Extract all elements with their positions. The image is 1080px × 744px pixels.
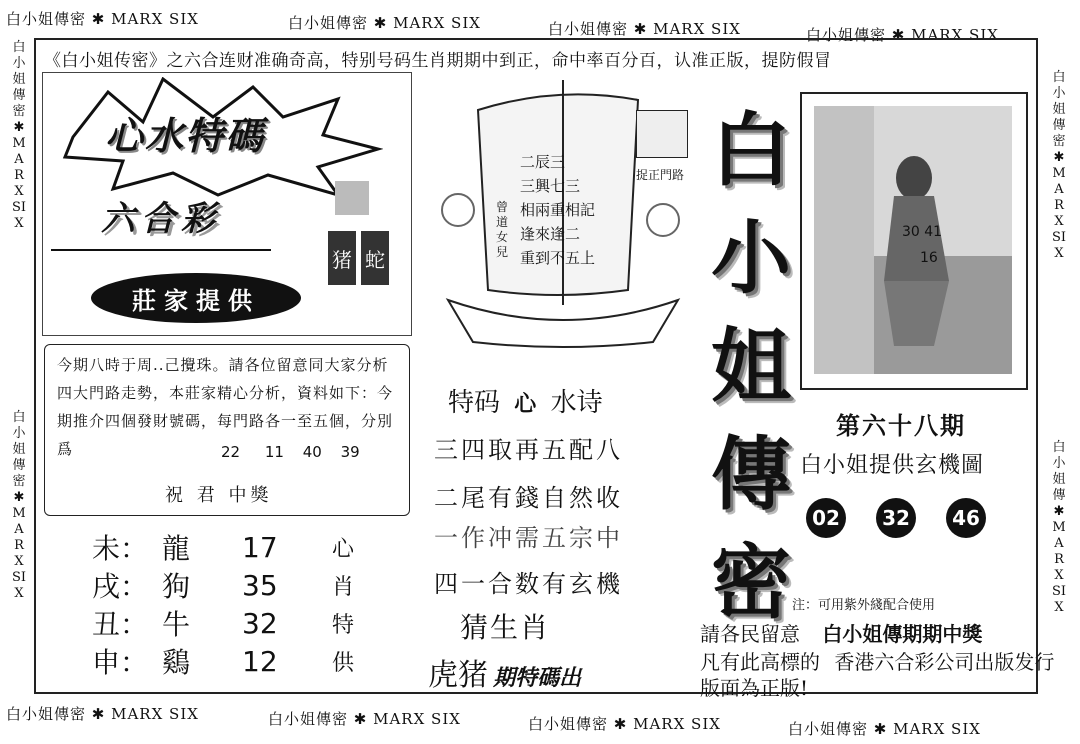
notes-line-3: 版面為正版! (700, 676, 809, 700)
ship-text (520, 150, 595, 270)
title-char: 白 (711, 103, 791, 197)
right-banner-top: 白小姐傳密✱MARXSIX (1051, 70, 1067, 261)
zodiac-tag: 心 (332, 536, 355, 562)
notes-line-2 (700, 646, 1054, 675)
table-row (92, 604, 382, 642)
notes-line-2b: 香港六合彩公司出版发行 (834, 650, 1055, 674)
intro-numbers (221, 443, 360, 461)
poem-line: 二尾有錢自然收 (434, 484, 623, 512)
provider-badge: 莊家提供 (91, 273, 301, 323)
zodiac-number: 32 (242, 606, 278, 640)
answer-small: 期特碼出 (493, 665, 582, 691)
poem-line: 四一合数有玄機 (434, 570, 623, 598)
title-char: 傳 (711, 427, 791, 521)
intro-box (44, 344, 410, 516)
logo-block (42, 72, 412, 336)
ship-tag: 捉正門路 (636, 168, 685, 182)
photo-image (814, 106, 1012, 374)
bottom-banner-4: 白小姐傳密 ✱ MARX SIX (788, 720, 981, 738)
number-ball: 02 (806, 498, 846, 538)
answer-big: 虎猪 (428, 658, 488, 693)
zodiac-animal: 龍 (162, 532, 191, 565)
table-row (92, 642, 382, 680)
zodiac-animal: 鷄 (162, 646, 191, 679)
poem-title-b: 心 (514, 391, 537, 417)
intro-number: 11 (264, 443, 284, 461)
zodiac-animal: 牛 (162, 608, 191, 641)
zodiac-branch: 戌： (92, 570, 149, 603)
ship-line: 三興七三 (520, 177, 581, 195)
zodiac-branch: 申： (92, 646, 149, 679)
table-row (92, 566, 382, 604)
headline: 《白小姐传密》之六合连财准确奇高，特别号码生肖期期中到正，命中率百分百，认准正版，提防假冒 (44, 51, 832, 71)
zodiac-branch: 未： (92, 532, 149, 565)
bottom-banner-1: 白小姐傳密 ✱ MARX SIX (6, 705, 199, 723)
xinshui-title: 心水特碼 (105, 113, 266, 158)
number-ball: 32 (876, 498, 916, 538)
top-banner-4: 白小姐傳密 ✱ MARX SIX (806, 26, 999, 44)
zodiac-tag: 特 (332, 612, 355, 638)
photo-numbers-2: 16 (920, 250, 938, 266)
left-banner-top: 白小姐傳密✱MARXSIX (11, 40, 27, 231)
divider-line (51, 249, 271, 251)
poem-title (448, 382, 603, 419)
ship-line: 相兩重相記 (520, 201, 596, 219)
zodiac-tag: 供 (332, 650, 355, 676)
intro-number: 39 (340, 443, 360, 461)
ship-line: 重到不五上 (520, 249, 596, 267)
uv-note: 注：可用紫外綫配合使用 (792, 598, 936, 613)
intro-text: 今期八時于周..己攪珠。請各位留意同大家分析四大門路走勢，本莊家精心分析，資料如下：今期推介四個發財號碼，每門路各一至五個，分別爲 (57, 356, 394, 458)
poem-line: 一作冲需五宗中 (434, 524, 623, 552)
notes-line-1b: 白小姐傳期期中獎 (822, 622, 983, 646)
right-banner-bottom: 白小姐傳✱MARXSIX (1051, 440, 1067, 615)
vertical-title (706, 96, 796, 636)
bottom-banner-2: 白小姐傳密 ✱ MARX SIX (268, 710, 461, 728)
title-char: 姐 (711, 319, 791, 413)
zodiac-number: 17 (242, 530, 278, 564)
poem-title-a: 特码 (448, 388, 501, 418)
small-decoration (335, 181, 369, 215)
issue-subtitle: 白小姐提供玄機圖 (800, 453, 985, 478)
zodiac-tag: 肖 (332, 574, 355, 600)
zodiac-branch: 丑： (92, 608, 149, 641)
photo-numbers-1: 30 41 (902, 224, 943, 240)
number-ball: 46 (946, 498, 986, 538)
top-banner-1: 白小姐傳密 ✱ MARX SIX (6, 10, 199, 28)
ship-line: 二辰三 (520, 153, 566, 171)
left-banner-bottom: 白小姐傳密✱MARXSIX (11, 410, 27, 601)
liuhecai-title: 六合彩 (101, 199, 221, 239)
notes-line-1 (700, 618, 982, 647)
stamp-2: 蛇 (361, 231, 389, 285)
title-char: 密 (711, 535, 791, 629)
top-banner-3: 白小姐傳密 ✱ MARX SIX (548, 20, 741, 38)
intro-wish: 祝 君 中獎 (165, 485, 273, 506)
bottom-banner-3: 白小姐傳密 ✱ MARX SIX (528, 715, 721, 733)
ship-tag-image (636, 110, 688, 158)
notes-line-1a: 請各民留意 (700, 622, 800, 646)
poem-answer (428, 650, 581, 694)
ship-line: 逢來逢二 (520, 225, 581, 243)
poem-line: 三四取再五配八 (434, 436, 623, 464)
zodiac-table (92, 528, 382, 680)
title-char: 小 (711, 211, 791, 305)
zodiac-number: 12 (242, 644, 278, 678)
top-banner-2: 白小姐傳密 ✱ MARX SIX (288, 14, 481, 32)
intro-number: 22 (221, 443, 241, 461)
zodiac-number: 35 (242, 568, 278, 602)
intro-number: 40 (302, 443, 322, 461)
table-row (92, 528, 382, 566)
notes-line-2a: 凡有此高標的 (700, 650, 820, 674)
stamp-1: 猪 (328, 231, 356, 285)
guess-label: 猜生肖 (460, 611, 551, 644)
issue-period: 第六十八期 (836, 411, 966, 440)
poem-title-c: 水诗 (550, 388, 603, 418)
ship-vertical: 曾道女兒 (496, 200, 509, 259)
zodiac-animal: 狗 (162, 570, 191, 603)
photo-frame (800, 92, 1028, 390)
